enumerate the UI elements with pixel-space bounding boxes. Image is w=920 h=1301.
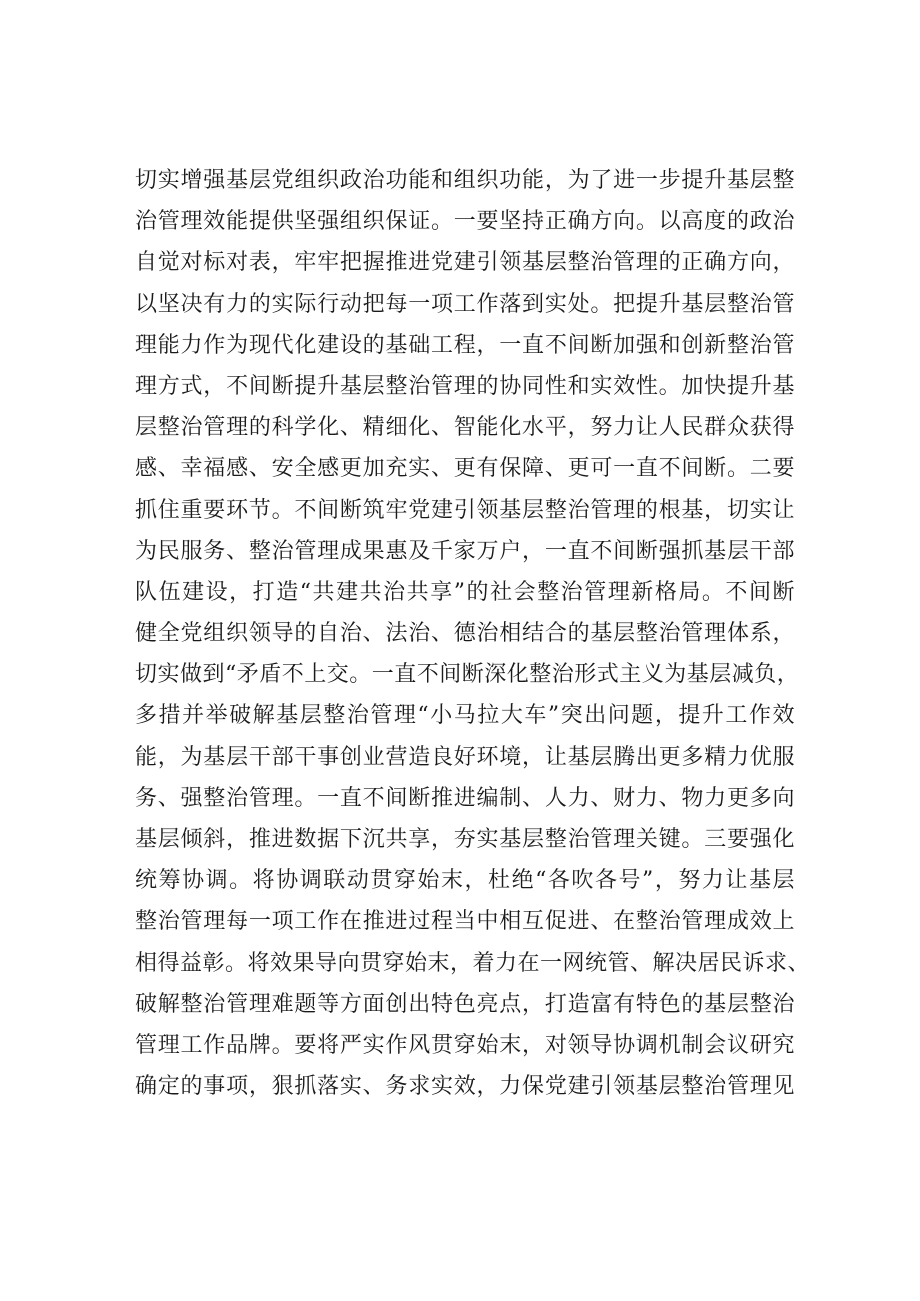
paragraph-line-12: 健全党组织领导的自治、法治、德治相结合的基层整治管理体系，	[135, 621, 795, 647]
paragraph-line-3: 自觉对标对表，牢牢把握推进党建引领基层整治管理的正确方向，	[135, 250, 795, 276]
paragraph-line-11: 队伍建设，打造“共建共治共享”的社会整治管理新格局。不间断	[135, 579, 795, 605]
paragraph-line-19: 整治管理每一项工作在推进过程当中相互促进、在整治管理成效上	[135, 909, 795, 935]
paragraph-line-1: 切实增强基层党组织政治功能和组织功能，为了进一步提升基层整	[135, 168, 795, 193]
paragraph-line-17: 基层倾斜，推进数据下沉共享，夯实基层整治管理关键。三要强化	[135, 827, 795, 852]
body-paragraph	[135, 160, 811, 1107]
paragraph-line-10: 为民服务、整治管理成果惠及千家万户，一直不间断强抓基层干部	[135, 538, 795, 564]
paragraph-line-9: 抓住重要环节。不间断筑牢党建引领基层整治管理的根基，切实让	[135, 497, 795, 523]
paragraph-line-5: 理能力作为现代化建设的基础工程，一直不间断加强和创新整治管	[135, 332, 795, 358]
paragraph-line-4: 以坚决有力的实际行动把每一项工作落到实处。把提升基层整治管	[135, 291, 795, 317]
paragraph-line-7: 层整治管理的科学化、精细化、智能化水平，努力让人民群众获得	[135, 415, 795, 441]
paragraph-line-8: 感、幸福感、安全感更加充实、更有保障、更可一直不间断。二要	[135, 456, 795, 482]
paragraph-line-14: 多措并举破解基层整治管理“小马拉大车”突出问题，提升工作效	[135, 703, 795, 729]
paragraph-line-22: 管理工作品牌。要将严实作风贯穿始末，对领导协调机制会议研究	[135, 1032, 795, 1058]
paragraph-line-18: 统筹协调。将协调联动贯穿始末，杜绝“各吹各号”，努力让基层	[135, 868, 795, 894]
paragraph-line-2: 治管理效能提供坚强组织保证。一要坚持正确方向。以高度的政治	[135, 209, 795, 235]
paragraph-line-13: 切实做到“矛盾不上交。一直不间断深化整治形式主义为基层减负，	[135, 662, 800, 688]
paragraph-line-15: 能，为基层干部干事创业营造良好环境，让基层腾出更多精力优服	[135, 744, 795, 770]
paragraph-line-23: 确定的事项，狠抓落实、务求实效，力保党建引领基层整治管理见	[135, 1074, 795, 1100]
paragraph-line-16: 务、强整治管理。一直不间断推进编制、人力、财力、物力更多向	[135, 785, 795, 811]
paragraph-line-20: 相得益彰。将效果导向贯穿始末，着力在一网统管、解决居民诉求、	[135, 950, 811, 976]
paragraph-line-21: 破解整治管理难题等方面创出特色亮点，打造富有特色的基层整治	[135, 991, 795, 1017]
paragraph-line-6: 理方式，不间断提升基层整治管理的协同性和实效性。加快提升基	[135, 373, 795, 399]
